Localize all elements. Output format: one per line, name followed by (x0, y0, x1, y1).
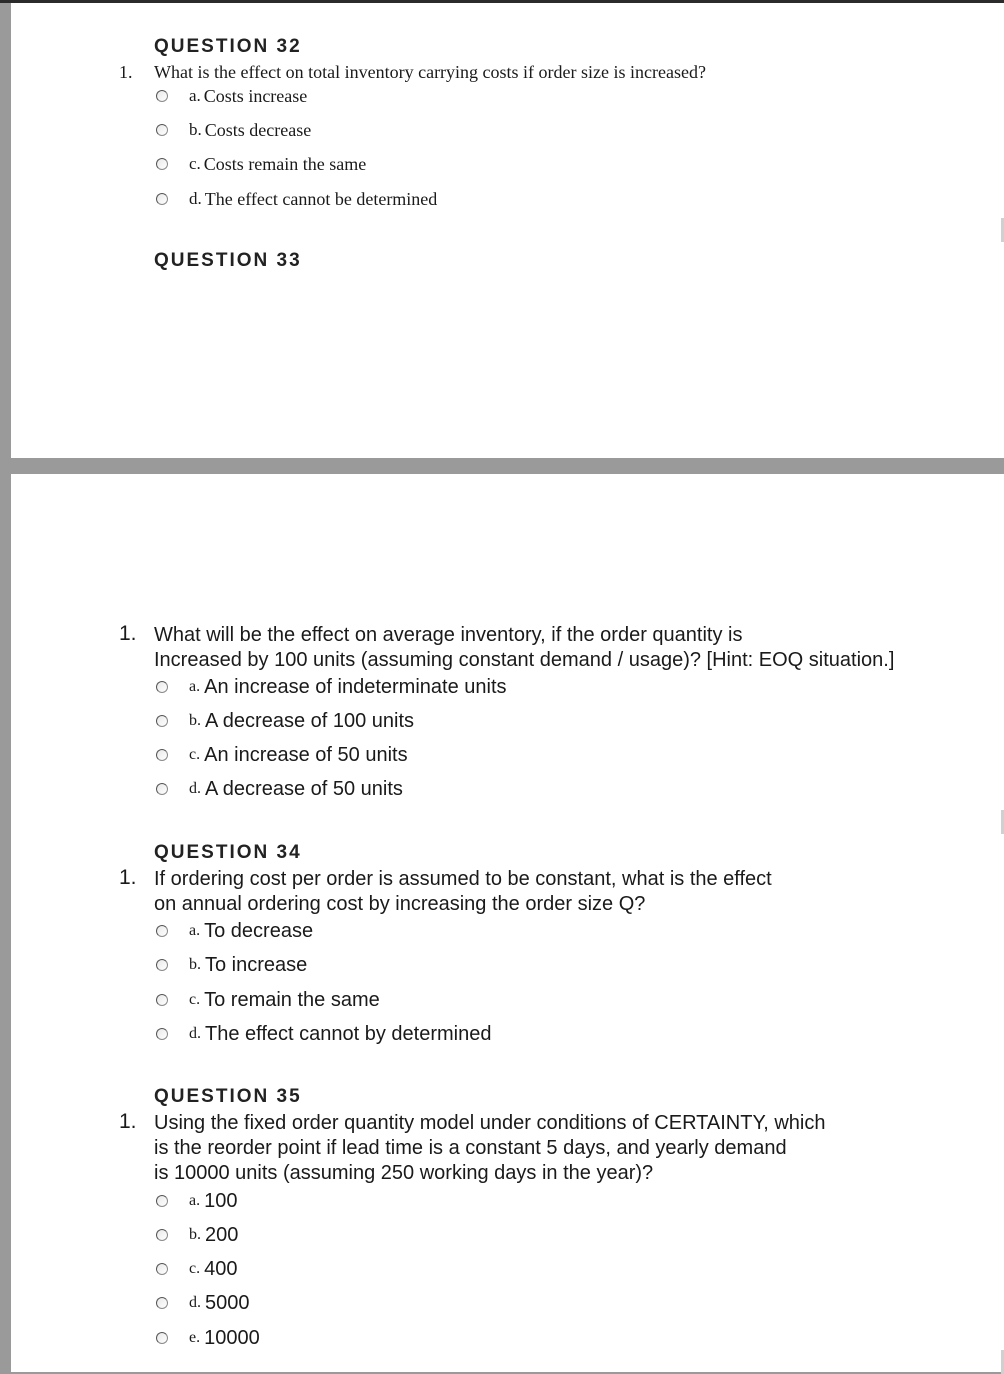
question-34-heading: QUESTION 34 (154, 842, 302, 863)
question-34-option-c[interactable] (156, 988, 380, 1012)
radio-button[interactable] (156, 1028, 168, 1040)
question-33-prompt-line-1: What will be the effect on average inventory, if the order quantity is (154, 624, 743, 646)
question-34-prompt-line-1: If ordering cost per order is assumed to be constant, what is the effect (154, 868, 772, 890)
question-35-option-e[interactable] (156, 1326, 260, 1350)
option-text: A decrease of 50 units (205, 777, 403, 800)
question-34-number: 1. (119, 866, 137, 889)
option-letter: a. (189, 1192, 201, 1209)
option-letter: d. (189, 780, 201, 797)
question-35-option-c[interactable] (156, 1257, 237, 1281)
radio-button[interactable] (156, 1297, 168, 1309)
option-letter: e. (189, 1329, 201, 1346)
option-letter: c. (189, 154, 201, 173)
option-text: To increase (205, 953, 308, 976)
option-text: The effect cannot by determined (205, 1022, 492, 1045)
question-33-option-b[interactable] (156, 709, 414, 733)
option-text: A decrease of 100 units (205, 709, 415, 732)
option-text: To decrease (204, 919, 314, 942)
option-letter: b. (189, 1226, 201, 1243)
question-35-option-a[interactable] (156, 1189, 237, 1213)
question-35-option-d[interactable] (156, 1291, 250, 1315)
radio-button[interactable] (156, 158, 168, 170)
option-text: The effect cannot be determined (204, 188, 438, 209)
question-35-heading: QUESTION 35 (154, 1086, 302, 1107)
option-text: 200 (205, 1223, 239, 1246)
question-34-option-a[interactable] (156, 919, 313, 943)
question-35-prompt-line-3: is 10000 units (assuming 250 working days in the year)? (154, 1162, 654, 1184)
option-text: 100 (204, 1189, 238, 1212)
option-text: 400 (204, 1257, 238, 1280)
question-32-option-a[interactable] (156, 84, 307, 108)
radio-button[interactable] (156, 193, 168, 205)
radio-button[interactable] (156, 681, 168, 693)
option-text: 10000 (204, 1326, 260, 1349)
question-32-number: 1. (119, 62, 133, 82)
document-page-2 (11, 474, 1004, 1372)
question-34-prompt-line-2: on annual ordering cost by increasing the order size Q? (154, 893, 646, 915)
option-letter: a. (189, 678, 201, 695)
radio-button[interactable] (156, 1195, 168, 1207)
option-letter: c. (189, 746, 201, 763)
radio-button[interactable] (156, 1332, 168, 1344)
option-text: An increase of 50 units (204, 743, 408, 766)
option-letter: d. (189, 1025, 201, 1042)
option-letter: d. (189, 1294, 201, 1311)
option-letter: b. (189, 712, 201, 729)
radio-button[interactable] (156, 783, 168, 795)
question-33-option-c[interactable] (156, 743, 408, 767)
radio-button[interactable] (156, 749, 168, 761)
option-text: 5000 (205, 1291, 250, 1314)
radio-button[interactable] (156, 925, 168, 937)
question-35-option-b[interactable] (156, 1223, 238, 1247)
question-33-heading: QUESTION 33 (154, 250, 302, 271)
question-34-option-b[interactable] (156, 953, 307, 977)
option-text: Costs remain the same (203, 153, 367, 174)
radio-button[interactable] (156, 1263, 168, 1275)
option-text: To remain the same (204, 988, 380, 1011)
question-33-option-d[interactable] (156, 777, 403, 801)
option-letter: b. (189, 120, 202, 139)
question-32-prompt: What is the effect on total inventory carrying costs if order size is increased? (154, 62, 706, 82)
radio-button[interactable] (156, 994, 168, 1006)
question-32-heading: QUESTION 32 (154, 36, 302, 57)
radio-button[interactable] (156, 715, 168, 727)
question-34-option-d[interactable] (156, 1022, 491, 1046)
option-letter: c. (189, 991, 201, 1008)
radio-button[interactable] (156, 90, 168, 102)
document-page-1 (11, 3, 1004, 458)
question-35-number: 1. (119, 1110, 137, 1133)
option-letter: a. (189, 922, 201, 939)
option-letter: c. (189, 1260, 201, 1277)
question-33-number: 1. (119, 622, 137, 645)
radio-button[interactable] (156, 959, 168, 971)
radio-button[interactable] (156, 1229, 168, 1241)
question-33-option-a[interactable] (156, 675, 507, 699)
question-35-prompt-line-1: Using the fixed order quantity model under conditions of CERTAINTY, which (154, 1112, 826, 1134)
question-33-prompt-line-2: Increased by 100 units (assuming constant demand / usage)? [Hint: EOQ situation.] (154, 649, 895, 671)
option-text: Costs increase (203, 85, 308, 106)
question-32-option-d[interactable] (156, 187, 437, 211)
question-35-prompt-line-2: is the reorder point if lead time is a constant 5 days, and yearly demand (154, 1137, 787, 1159)
option-text: An increase of indeterminate units (204, 675, 507, 698)
option-letter: a. (189, 86, 201, 105)
option-text: Costs decrease (204, 119, 312, 140)
radio-button[interactable] (156, 124, 168, 136)
option-letter: d. (189, 189, 202, 208)
question-32-option-c[interactable] (156, 152, 366, 176)
question-32-option-b[interactable] (156, 118, 311, 142)
option-letter: b. (189, 956, 201, 973)
